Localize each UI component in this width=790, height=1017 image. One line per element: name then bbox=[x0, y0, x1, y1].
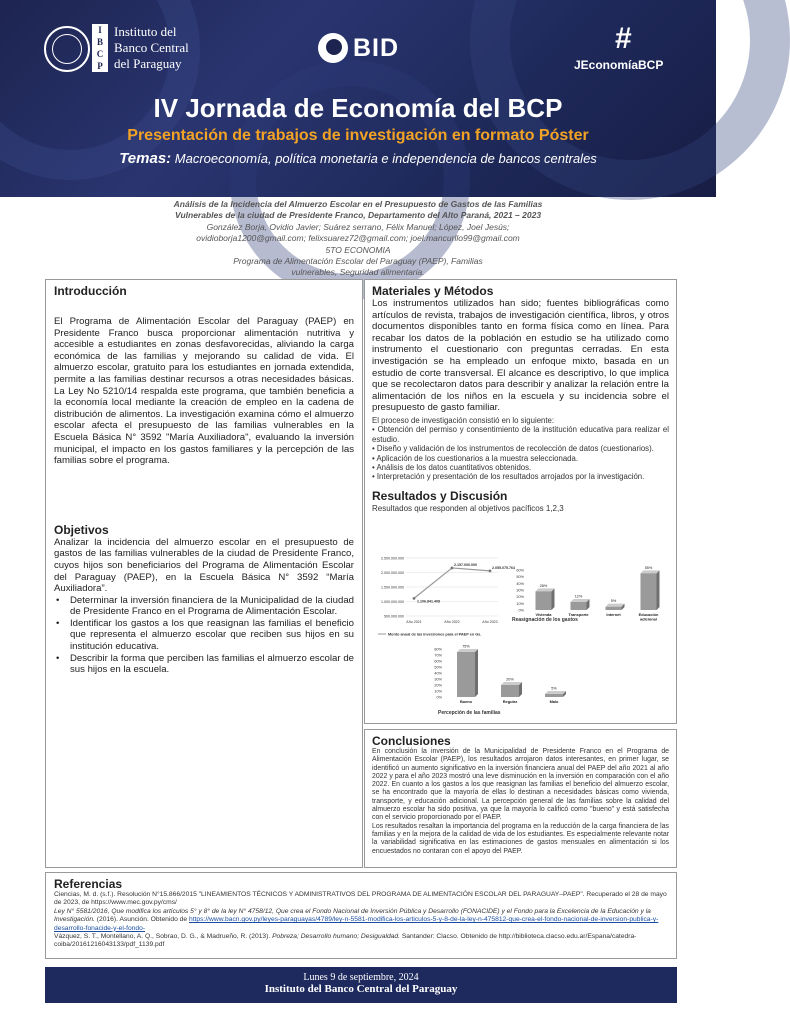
bar bbox=[545, 694, 563, 697]
conclusions-heading: Conclusiones bbox=[372, 734, 451, 748]
y-tick-label: 0% bbox=[518, 608, 524, 613]
data-label: 12% bbox=[574, 594, 583, 599]
bid-swoosh-icon bbox=[318, 33, 348, 63]
event-title: IV Jornada de Economía del BCP bbox=[153, 93, 563, 123]
y-tick-label: 20% bbox=[516, 595, 524, 600]
y-tick-label: 30% bbox=[434, 677, 442, 682]
intro-body: El Programa de Alimentación Escolar del Paraguay (PAEP) en Presidente Franco busca proporcionar alimentación nutritiva y accesible a estudiantes en zonas desfavorecidas, aliviando la carga económica de las familias y mejorando su calidad de vida. El almuerzo escolar, gratuito para los estudiantes en jornada extendida, permite a las familias destinar recursos a otras necesidades básicas. La Ley No 5210/14 respalda este programa, que también beneficia a la economía local mediante la creación de empleo en la cadena de distribución de alimentos. La investigación examina cómo el almuerzo escolar afecta el presupuesto de las familias vulnerables en la Escuela Básica N° 3592 "María Auxiliadora", evaluando la inversión municipal, el impacto en los gastos familiares y la percepción de las familias sobre el programa. bbox=[54, 316, 354, 467]
perception-bar-chart bbox=[426, 645, 592, 710]
data-label: 1.106.841.408 bbox=[417, 599, 440, 604]
bar bbox=[501, 685, 519, 697]
y-tick-label: 20% bbox=[434, 683, 442, 688]
data-label: 20% bbox=[506, 677, 514, 682]
y-tick-label: 0% bbox=[436, 695, 442, 700]
objectives-body: Analizar la incidencia del almuerzo escolar en el presupuesto de gastos de las familias vulnerables de la ciudad de Presidente Franco, cuyos hijos son beneficiarios del Programa de Alimentación Escolar del Paraguay (PAEP), en la Escuela Básica N° 3592 “María Auxiliadora”. bbox=[54, 536, 354, 595]
x-tick-label: adicional bbox=[640, 616, 657, 622]
investment-line-chart bbox=[372, 552, 515, 638]
objectives-heading: Objetivos bbox=[54, 522, 109, 537]
conclusions-body: En conclusión la inversión de la Municipalidad de Presidente Franco en el Programa de Alimentación Escolar (PAEP), los resultados arrojaron datos interesantes, en primer lugar, se identificó un aumento significativo en la inversión financiera anual del PAEP del año 2021 al año 2022 y para el año 2023 mostró una leve disminución en la inversión en comparación con el año 2022. En cuanto a los gastos a los que reasignan las familias el beneficio del almuerzo escolar, se ha encontrado que la mayoría de ellas lo destinan a necesidades básicas como vivienda, transporte, y educación adicional. La percepción general de las familias sobre la calidad del almuerzo escolar ha sido positiva, ya que la mayoría lo calificó como "bueno" y está satisfecha con el servicio proporcionado por el PAEP. bbox=[372, 748, 669, 822]
paper-title: Análisis de la Incidencia del Almuerzo Escolar en el Presupuesto de Gastos de las Familias bbox=[173, 199, 543, 209]
y-tick-label: 50% bbox=[516, 575, 524, 580]
results-subheading: Resultados que responden al objetivos pacíficos 1,2,3 bbox=[372, 503, 564, 513]
bid-logo: BID bbox=[318, 33, 399, 63]
bar-top bbox=[606, 604, 625, 607]
reassignment-chart-title: Reasignación de los gastos bbox=[512, 617, 578, 623]
event-topics: Temas: Macroeconomía, política monetaria e independencia de bancos centrales bbox=[119, 150, 597, 167]
process-step: • Diseño y validación de los instrumentos de recolección de datos (cuestionarios). bbox=[372, 444, 654, 454]
y-tick-label: 70% bbox=[434, 653, 442, 658]
x-tick-label: Año 2023 bbox=[482, 620, 498, 624]
event-hashtag: JEconomíaBCP bbox=[574, 58, 664, 72]
references-heading: Referencias bbox=[54, 877, 123, 891]
data-label: 75% bbox=[462, 644, 470, 649]
data-point bbox=[451, 567, 454, 570]
y-tick-label: 40% bbox=[516, 581, 524, 586]
bar-top bbox=[536, 588, 555, 591]
reference-item: Ciencias, M. d. (s.f.). Resolución N°15.866/2015 "LINEAMIENTOS TÉCNICOS Y ADMINISTRATIVOS DEL PROGRAMA DE ALIMENTACIÓN ESCOLAR DEL PARAGUAY–PAEP". Recuperado el 28 de mayo de 2023, de https://www.mec.gov.py/cms/ bbox=[54, 891, 667, 907]
data-point bbox=[413, 597, 416, 600]
y-tick-label: 2.500.000.000 bbox=[381, 556, 404, 561]
intro-box bbox=[45, 279, 363, 868]
x-tick-label: Educación bbox=[638, 612, 659, 617]
intro-heading: Introducción bbox=[54, 284, 127, 298]
process-step: • Análisis de los datos cuantitativos obtenidos. bbox=[372, 462, 532, 472]
y-tick-label: 500.000.000 bbox=[384, 614, 404, 619]
y-tick-label: 40% bbox=[434, 671, 442, 676]
process-step: • Interpretación y presentación de los resultados arrojados por la investigación. bbox=[372, 472, 645, 482]
bar-side bbox=[552, 588, 555, 610]
list-item: • Determinar la inversión financiera de la Municipalidad de la ciudad de Presidente Franco en el Programa de Alimentación Escolar. bbox=[54, 595, 354, 618]
y-tick-label: 2.000.000.000 bbox=[381, 571, 404, 575]
conclusions-box bbox=[364, 729, 677, 868]
reference-item: Ley N° 5581/2016, Que modifica los artículos 5° y 8° de la ley N° 4758/12, Que crea el Fondo Nacional de Inversión Pública y Desarrollo (FONACIDE) y el Fondo para la Excelencia de la Educación y la Investigación. (2016). Asunción. Obtenido de https://www.bacn.gov.py/leyes-paraguayas/4789/ley-n-5581-modifica-los-articulos-5-y-8-de-la-ley-n-475812-que-crea-el-fondo-nacional-de-inversion-publica-y-desarrollo-fonacide-y-el-fondo- bbox=[54, 907, 659, 932]
paper-affiliation-line2: vulnerables, Seguridad alimentaria. bbox=[291, 267, 425, 278]
objectives-list bbox=[54, 595, 354, 676]
bar-top bbox=[457, 649, 478, 652]
y-tick-label: 10% bbox=[434, 689, 442, 694]
legend-label: Monto anual de las inversiones para el PAEP en Gs. bbox=[388, 632, 482, 637]
bar bbox=[606, 607, 622, 610]
x-tick-label: Transporte bbox=[568, 612, 589, 617]
footer bbox=[45, 967, 677, 1003]
footer-institution: Instituto del Banco Central del Paraguay bbox=[264, 983, 458, 995]
results-heading: Resultados y Discusión bbox=[372, 488, 508, 503]
data-label: 28% bbox=[539, 583, 548, 588]
paper-affiliation: Programa de Alimentación Escolar del Paraguay (PAEP), Familias bbox=[233, 256, 483, 267]
bar bbox=[641, 573, 657, 610]
methods-body: Los instrumentos utilizados han sido; fuentes bibliográficas como artículos de revista, trabajos de investigación científica, libros, y otros documentos disponibles tanto en forma física como en línea. Para recabar los datos de la población en estudio se ha utilizado como instrumento el cuestionario con preguntas cerradas. En esta investigación se ha empleado un enfoque mixto, basada en un estudio de corte transversal. El alcance es descriptivo, lo que implica que se recolectaron datos para describir y analizar la relación entre la alimentación de los niños en la escuela y su incidencia sobre el presupuesto de gasto familiar. bbox=[372, 298, 669, 414]
data-label: 2.055.075.764 bbox=[492, 565, 515, 570]
y-tick-label: 10% bbox=[516, 601, 524, 606]
x-tick-label: Regular bbox=[502, 699, 518, 704]
x-tick-label: Vivienda bbox=[535, 612, 552, 617]
x-tick-label: Malo bbox=[549, 699, 559, 704]
data-label: 5% bbox=[610, 599, 617, 604]
paper-authors: González Borja, Ovidio Javier; Suárez serrano, Félix Manuel; López, Joel Jesús; bbox=[206, 221, 510, 232]
paper-info bbox=[60, 199, 656, 279]
footer-date: Lunes 9 de septiembre, 2024 bbox=[303, 972, 419, 983]
x-tick-label: Internet bbox=[606, 612, 621, 617]
bar-side bbox=[657, 570, 660, 610]
bar bbox=[457, 652, 475, 697]
reference-link[interactable]: https://www.bacn.gov.py/leyes-paraguayas/4789/ley-n-5581-modifica-los-articulos-5-y-8-de-la-ley-n-475812-que-crea-el-fondo-nacional-de-inversion-publica-y-desarrollo-fonacide-y-el-fondo- bbox=[54, 916, 659, 932]
bar-top bbox=[571, 599, 590, 602]
ibcp-logo: I B C P bbox=[92, 24, 108, 72]
data-label: 5% bbox=[551, 686, 557, 691]
hashtag-icon: # bbox=[615, 22, 632, 55]
bar-top bbox=[641, 570, 660, 573]
x-tick-label: Año 2022 bbox=[444, 620, 460, 624]
reference-item: Vázquez, S. T., Montellano, A. Q., Sobrao, D. G., & Madrueño, R. (2013). Pobreza; Desarrollo humano; Desigualdad. Santander: Clacso. Obtenido de http://biblioteca.clacso.edu.ar/Espana/catedra-coiba/20161216043133/pdf_1139.pdf bbox=[54, 933, 637, 949]
y-tick-label: 60% bbox=[516, 568, 524, 573]
perception-chart-title: Percepción de las familias bbox=[438, 710, 501, 716]
paper-program: 5TO ECONOMIA bbox=[325, 244, 391, 255]
bar-top bbox=[545, 691, 566, 694]
event-subtitle: Presentación de trabajos de investigación en formato Póster bbox=[127, 127, 589, 144]
bar bbox=[536, 591, 552, 610]
y-tick-label: 60% bbox=[434, 659, 442, 664]
process-intro: El proceso de investigación consistió en lo siguiente: bbox=[372, 415, 555, 425]
bar-side bbox=[475, 649, 478, 697]
process-step: • Obtención del permiso y consentimiento de la institución educativa para realizar el estudio. bbox=[372, 425, 669, 444]
list-item: • Describir la forma que perciben las familias el almuerzo escolar de sus hijos en la escuela. bbox=[54, 653, 354, 676]
conclusions-body-2: Los resultados resaltan la importancia del programa en la reducción de la carga financiera de las familias y en la mejora de la calidad de vida de los estudiantes. Es especialmente relevante notar la variabilidad significativa en las estimaciones de gastos mensuales en alimentación si los encuestados no contaran con el apoyo del PAEP. bbox=[372, 822, 669, 855]
methods-heading: Materiales y Métodos bbox=[372, 284, 494, 298]
data-label: 55% bbox=[644, 565, 653, 570]
bcp-seal-logo bbox=[44, 26, 90, 72]
x-tick-label: Año 2021 bbox=[406, 620, 422, 624]
data-point bbox=[489, 570, 492, 573]
paper-title-line2: Vulnerables de la ciudad de Presidente Franco, Departamento del Alto Paraná, 2021 – 2023 bbox=[174, 210, 542, 221]
header-banner bbox=[0, 0, 716, 197]
data-label: 2.157.000.000 bbox=[454, 562, 477, 567]
references-box bbox=[45, 872, 677, 959]
y-tick-label: 30% bbox=[516, 588, 524, 593]
x-tick-label: Bueno bbox=[459, 699, 473, 704]
bar-top bbox=[501, 682, 522, 685]
bar bbox=[571, 602, 587, 610]
institution-name: Instituto del Banco Central del Paraguay bbox=[114, 24, 189, 71]
y-tick-label: 1.000.000.000 bbox=[381, 600, 404, 604]
process-step: • Aplicación de los cuestionarios a la muestra seleccionada. bbox=[372, 453, 578, 463]
y-tick-label: 50% bbox=[434, 665, 442, 670]
y-tick-label: 80% bbox=[434, 647, 442, 652]
y-tick-label: 1.500.000.000 bbox=[381, 585, 404, 590]
paper-emails: ovidioborja1200@gmail.com; felixsuarez72@gmail.com; joel.mancurllo99@gmail.com bbox=[196, 233, 520, 244]
list-item: • Identificar los gastos a los que reasignan las familias el beneficio que representa el almuerzo escolar que reciben sus hijos en su institución educativa. bbox=[54, 618, 354, 653]
